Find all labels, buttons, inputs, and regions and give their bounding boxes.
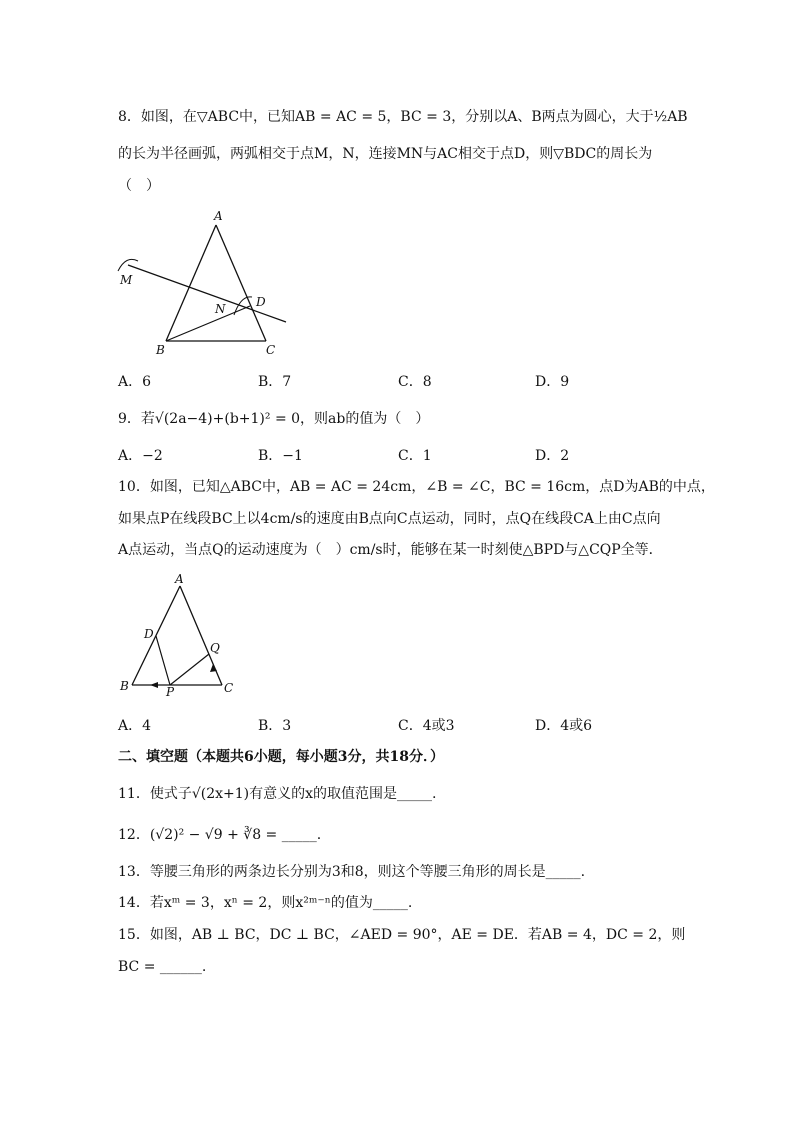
q9-option-b: B．−1 bbox=[258, 448, 303, 464]
q8-label-c: C bbox=[266, 343, 276, 357]
q10-label-q: Q bbox=[210, 641, 220, 655]
q8-figure bbox=[110, 205, 300, 360]
q12-text: 12．(√2)² − √9 + ∛8 = _____. bbox=[118, 827, 322, 843]
q8-label-a: A bbox=[214, 209, 223, 223]
q8-text-line3: （ ） bbox=[118, 178, 160, 194]
q15-text-line1: 15．如图，AB ⊥ BC，DC ⊥ BC，∠AED = 90°，AE = DE．若AB = 4，DC = 2，则 bbox=[118, 927, 686, 943]
q10-option-a: A．4 bbox=[118, 718, 152, 734]
q8-line-mn bbox=[128, 265, 286, 322]
q9-option-d: D．2 bbox=[535, 448, 570, 464]
q8-text-line2: 的长为半径画弧，两弧相交于点M，N，连接MN与AC相交于点D，则▽BDC的周长为 bbox=[118, 146, 653, 162]
q8-label-d: D bbox=[256, 295, 266, 309]
q10-label-p: P bbox=[166, 685, 175, 699]
q8-text-line1: 8．如图，在▽ABC中，已知AB = AC = 5，BC = 3，分别以A、B两点为圆心，大于½AB bbox=[118, 109, 688, 125]
q10-text-line2: 如果点P在线段BC上以4cm/s的速度由B点向C点运动，同时，点Q在线段CA上由C点向 bbox=[118, 511, 661, 527]
q8-label-n: N bbox=[215, 302, 226, 316]
q8-side-ac bbox=[216, 225, 266, 341]
q9-option-a: A．−2 bbox=[118, 448, 163, 464]
q10-side-ab bbox=[132, 586, 180, 685]
q15-text-line2: BC = ______. bbox=[118, 959, 207, 975]
q8-option-a: A．6 bbox=[118, 374, 152, 390]
q10-segment-pq bbox=[170, 654, 209, 685]
q10-figure bbox=[112, 572, 247, 702]
q13-text: 13．等腰三角形的两条边长分别为3和8，则这个等腰三角形的周长是_____. bbox=[118, 864, 586, 880]
q10-label-d: D bbox=[144, 627, 154, 641]
q10-label-b: B bbox=[120, 679, 129, 693]
q10-text-line1: 10．如图，已知△ABC中，AB = AC = 24cm，∠B = ∠C，BC = 16cm，点D为AB的中点， bbox=[118, 479, 715, 495]
q11-text: 11．使式子√(2x+1)有意义的x的取值范围是_____. bbox=[118, 786, 437, 802]
q9-option-c: C．1 bbox=[398, 448, 432, 464]
q10-segment-dp bbox=[156, 636, 170, 685]
q10-label-c: C bbox=[224, 681, 234, 695]
q8-option-d: D．9 bbox=[535, 374, 570, 390]
q8-option-c: C．8 bbox=[398, 374, 432, 390]
q14-text: 14．若xᵐ = 3，xⁿ = 2，则x²ᵐ⁻ⁿ的值为_____. bbox=[118, 895, 413, 911]
q10-arrow-cq bbox=[210, 664, 217, 672]
q10-label-a: A bbox=[175, 572, 184, 586]
q9-text: 9．若√(2a−4)+(b+1)² = 0，则ab的值为（ ） bbox=[118, 411, 430, 427]
q10-option-b: B．3 bbox=[258, 718, 292, 734]
q10-text-line3: A点运动，当点Q的运动速度为（ ）cm/s时，能够在某一时刻使△BPD与△CQP全等． bbox=[118, 542, 663, 558]
q8-label-b: B bbox=[156, 343, 165, 357]
q8-label-m: M bbox=[120, 273, 133, 287]
q10-arrow-bp bbox=[150, 682, 158, 688]
q10-option-c: C．4或3 bbox=[398, 718, 455, 734]
q8-option-b: B．7 bbox=[258, 374, 292, 390]
section2-title: 二、填空题（本题共6小题，每小题3分，共18分．） bbox=[118, 749, 444, 765]
q10-option-d: D．4或6 bbox=[535, 718, 593, 734]
